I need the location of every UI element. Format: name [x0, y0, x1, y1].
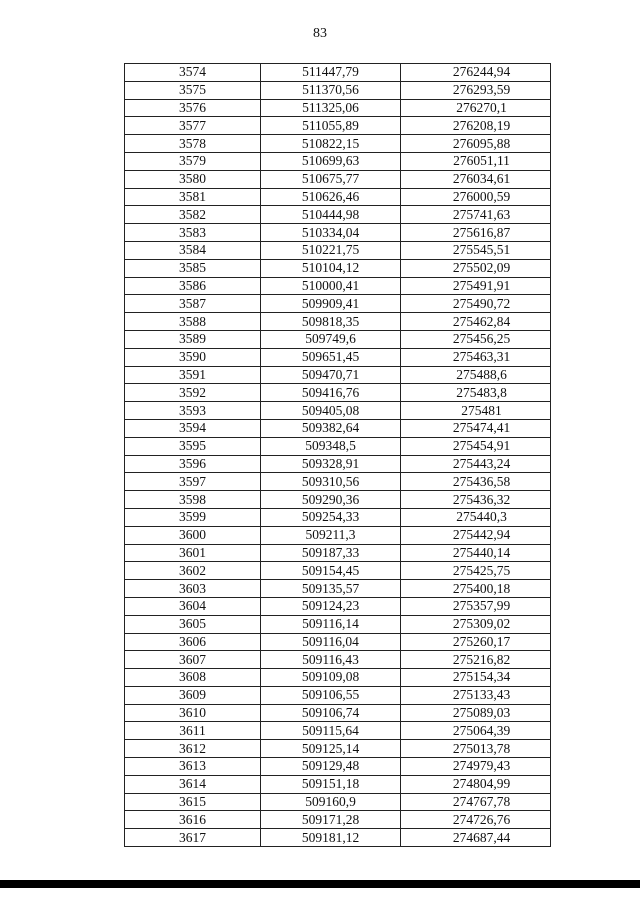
y-coordinate-cell: 275462,84 [401, 313, 551, 331]
y-coordinate-cell: 275442,94 [401, 526, 551, 544]
table-row [125, 793, 551, 811]
y-coordinate-cell: 275474,41 [401, 419, 551, 437]
point-number-cell: 3602 [125, 562, 261, 580]
point-number-cell: 3596 [125, 455, 261, 473]
x-coordinate-cell: 509187,33 [261, 544, 401, 562]
y-coordinate-cell: 276270,1 [401, 99, 551, 117]
x-coordinate-cell: 510104,12 [261, 259, 401, 277]
point-number-cell: 3617 [125, 829, 261, 847]
point-number-cell: 3593 [125, 402, 261, 420]
x-coordinate-cell: 509154,45 [261, 562, 401, 580]
y-coordinate-cell: 275436,58 [401, 473, 551, 491]
table-row [125, 206, 551, 224]
y-coordinate-cell: 275454,91 [401, 437, 551, 455]
x-coordinate-cell: 509109,08 [261, 669, 401, 687]
point-number-cell: 3580 [125, 170, 261, 188]
table-row [125, 473, 551, 491]
point-number-cell: 3589 [125, 330, 261, 348]
x-coordinate-cell: 511325,06 [261, 99, 401, 117]
point-number-cell: 3588 [125, 313, 261, 331]
page-bottom-border [0, 880, 640, 888]
y-coordinate-cell: 275089,03 [401, 704, 551, 722]
point-number-cell: 3578 [125, 135, 261, 153]
x-coordinate-cell: 509116,14 [261, 615, 401, 633]
y-coordinate-cell: 275616,87 [401, 224, 551, 242]
x-coordinate-cell: 509125,14 [261, 740, 401, 758]
table-row [125, 188, 551, 206]
x-coordinate-cell: 509116,04 [261, 633, 401, 651]
y-coordinate-cell: 275260,17 [401, 633, 551, 651]
x-coordinate-cell: 511055,89 [261, 117, 401, 135]
x-coordinate-cell: 509328,91 [261, 455, 401, 473]
table-row [125, 686, 551, 704]
table-row [125, 241, 551, 259]
x-coordinate-cell: 510221,75 [261, 241, 401, 259]
table-row [125, 544, 551, 562]
point-number-cell: 3612 [125, 740, 261, 758]
point-number-cell: 3611 [125, 722, 261, 740]
point-number-cell: 3605 [125, 615, 261, 633]
y-coordinate-cell: 275490,72 [401, 295, 551, 313]
table-row [125, 402, 551, 420]
x-coordinate-cell: 510444,98 [261, 206, 401, 224]
y-coordinate-cell: 275443,24 [401, 455, 551, 473]
coordinates-table [124, 63, 551, 847]
y-coordinate-cell: 275133,43 [401, 686, 551, 704]
table-row [125, 651, 551, 669]
table-row [125, 330, 551, 348]
x-coordinate-cell: 509124,23 [261, 597, 401, 615]
table-row [125, 170, 551, 188]
point-number-cell: 3598 [125, 491, 261, 509]
point-number-cell: 3595 [125, 437, 261, 455]
y-coordinate-cell: 274979,43 [401, 758, 551, 776]
point-number-cell: 3616 [125, 811, 261, 829]
y-coordinate-cell: 275545,51 [401, 241, 551, 259]
point-number-cell: 3575 [125, 81, 261, 99]
x-coordinate-cell: 509651,45 [261, 348, 401, 366]
table-row [125, 99, 551, 117]
y-coordinate-cell: 275440,14 [401, 544, 551, 562]
point-number-cell: 3581 [125, 188, 261, 206]
y-coordinate-cell: 275309,02 [401, 615, 551, 633]
point-number-cell: 3599 [125, 508, 261, 526]
y-coordinate-cell: 275013,78 [401, 740, 551, 758]
table-row [125, 580, 551, 598]
y-coordinate-cell: 275483,8 [401, 384, 551, 402]
x-coordinate-cell: 509115,64 [261, 722, 401, 740]
x-coordinate-cell: 509135,57 [261, 580, 401, 598]
table-row [125, 669, 551, 687]
table-row [125, 508, 551, 526]
y-coordinate-cell: 276000,59 [401, 188, 551, 206]
table-row [125, 135, 551, 153]
y-coordinate-cell: 275425,75 [401, 562, 551, 580]
y-coordinate-cell: 276034,61 [401, 170, 551, 188]
point-number-cell: 3577 [125, 117, 261, 135]
table-row [125, 775, 551, 793]
table-row [125, 81, 551, 99]
x-coordinate-cell: 510626,46 [261, 188, 401, 206]
table-row [125, 313, 551, 331]
point-number-cell: 3587 [125, 295, 261, 313]
y-coordinate-cell: 276244,94 [401, 64, 551, 82]
point-number-cell: 3614 [125, 775, 261, 793]
x-coordinate-cell: 509290,36 [261, 491, 401, 509]
point-number-cell: 3603 [125, 580, 261, 598]
x-coordinate-cell: 509416,76 [261, 384, 401, 402]
point-number-cell: 3604 [125, 597, 261, 615]
point-number-cell: 3601 [125, 544, 261, 562]
table-row [125, 366, 551, 384]
table-row [125, 152, 551, 170]
y-coordinate-cell: 274687,44 [401, 829, 551, 847]
y-coordinate-cell: 274804,99 [401, 775, 551, 793]
x-coordinate-cell: 509116,43 [261, 651, 401, 669]
point-number-cell: 3582 [125, 206, 261, 224]
y-coordinate-cell: 276095,88 [401, 135, 551, 153]
table-row [125, 811, 551, 829]
point-number-cell: 3574 [125, 64, 261, 82]
table-row [125, 348, 551, 366]
y-coordinate-cell: 274767,78 [401, 793, 551, 811]
x-coordinate-cell: 509106,55 [261, 686, 401, 704]
x-coordinate-cell: 509382,64 [261, 419, 401, 437]
table-row [125, 615, 551, 633]
y-coordinate-cell: 276293,59 [401, 81, 551, 99]
x-coordinate-cell: 509310,56 [261, 473, 401, 491]
x-coordinate-cell: 509129,48 [261, 758, 401, 776]
table-row [125, 758, 551, 776]
coordinates-table-body [125, 64, 551, 847]
x-coordinate-cell: 509211,3 [261, 526, 401, 544]
point-number-cell: 3615 [125, 793, 261, 811]
x-coordinate-cell: 510699,63 [261, 152, 401, 170]
point-number-cell: 3608 [125, 669, 261, 687]
y-coordinate-cell: 276051,11 [401, 152, 551, 170]
point-number-cell: 3592 [125, 384, 261, 402]
point-number-cell: 3591 [125, 366, 261, 384]
table-row [125, 64, 551, 82]
x-coordinate-cell: 510822,15 [261, 135, 401, 153]
table-row [125, 633, 551, 651]
page-number: 83 [313, 26, 327, 41]
point-number-cell: 3576 [125, 99, 261, 117]
table-row [125, 117, 551, 135]
point-number-cell: 3609 [125, 686, 261, 704]
table-row [125, 259, 551, 277]
table-row [125, 455, 551, 473]
x-coordinate-cell: 510000,41 [261, 277, 401, 295]
point-number-cell: 3590 [125, 348, 261, 366]
y-coordinate-cell: 275741,63 [401, 206, 551, 224]
y-coordinate-cell: 275488,6 [401, 366, 551, 384]
x-coordinate-cell: 509254,33 [261, 508, 401, 526]
point-number-cell: 3579 [125, 152, 261, 170]
table-row [125, 562, 551, 580]
point-number-cell: 3597 [125, 473, 261, 491]
y-coordinate-cell: 275481 [401, 402, 551, 420]
table-row [125, 295, 551, 313]
x-coordinate-cell: 509181,12 [261, 829, 401, 847]
x-coordinate-cell: 509171,28 [261, 811, 401, 829]
point-number-cell: 3600 [125, 526, 261, 544]
y-coordinate-cell: 275436,32 [401, 491, 551, 509]
point-number-cell: 3613 [125, 758, 261, 776]
x-coordinate-cell: 510334,04 [261, 224, 401, 242]
point-number-cell: 3610 [125, 704, 261, 722]
table-row [125, 829, 551, 847]
y-coordinate-cell: 275400,18 [401, 580, 551, 598]
y-coordinate-cell: 275154,34 [401, 669, 551, 687]
y-coordinate-cell: 275463,31 [401, 348, 551, 366]
table-row [125, 384, 551, 402]
y-coordinate-cell: 275502,09 [401, 259, 551, 277]
x-coordinate-cell: 509160,9 [261, 793, 401, 811]
point-number-cell: 3586 [125, 277, 261, 295]
x-coordinate-cell: 509106,74 [261, 704, 401, 722]
y-coordinate-cell: 275440,3 [401, 508, 551, 526]
point-number-cell: 3594 [125, 419, 261, 437]
x-coordinate-cell: 510675,77 [261, 170, 401, 188]
y-coordinate-cell: 274726,76 [401, 811, 551, 829]
x-coordinate-cell: 509405,08 [261, 402, 401, 420]
x-coordinate-cell: 511370,56 [261, 81, 401, 99]
table-row [125, 419, 551, 437]
x-coordinate-cell: 509470,71 [261, 366, 401, 384]
y-coordinate-cell: 275064,39 [401, 722, 551, 740]
table-row [125, 224, 551, 242]
point-number-cell: 3583 [125, 224, 261, 242]
x-coordinate-cell: 509818,35 [261, 313, 401, 331]
table-row [125, 722, 551, 740]
y-coordinate-cell: 275491,91 [401, 277, 551, 295]
table-row [125, 491, 551, 509]
table-row [125, 437, 551, 455]
x-coordinate-cell: 509151,18 [261, 775, 401, 793]
table-row [125, 740, 551, 758]
point-number-cell: 3606 [125, 633, 261, 651]
y-coordinate-cell: 276208,19 [401, 117, 551, 135]
table-row [125, 277, 551, 295]
y-coordinate-cell: 275216,82 [401, 651, 551, 669]
y-coordinate-cell: 275456,25 [401, 330, 551, 348]
x-coordinate-cell: 509749,6 [261, 330, 401, 348]
x-coordinate-cell: 509909,41 [261, 295, 401, 313]
point-number-cell: 3607 [125, 651, 261, 669]
x-coordinate-cell: 509348,5 [261, 437, 401, 455]
table-row [125, 526, 551, 544]
y-coordinate-cell: 275357,99 [401, 597, 551, 615]
table-row [125, 597, 551, 615]
x-coordinate-cell: 511447,79 [261, 64, 401, 82]
point-number-cell: 3585 [125, 259, 261, 277]
point-number-cell: 3584 [125, 241, 261, 259]
table-row [125, 704, 551, 722]
